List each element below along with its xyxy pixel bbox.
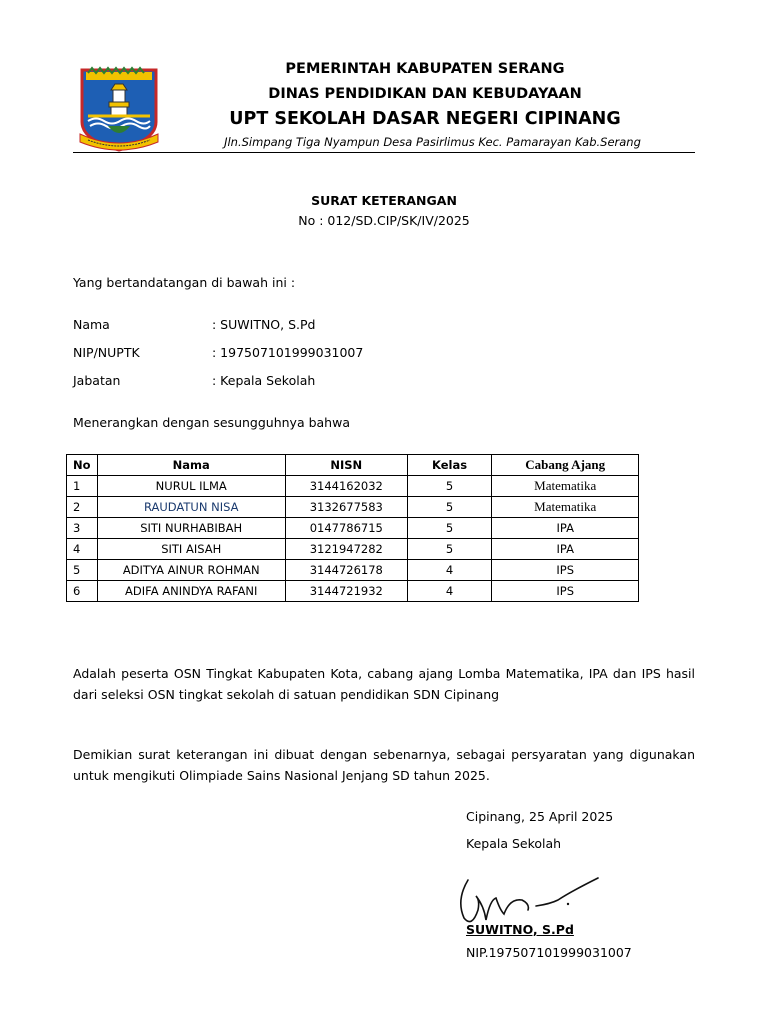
field-value-nama: : SUWITNO, S.Pd: [212, 317, 316, 332]
cell-cabang: Matematika: [492, 476, 639, 497]
intro-text: Yang bertandatangan di bawah ini :: [73, 275, 296, 290]
header-cabang-ajang: Cabang Ajang: [492, 455, 639, 476]
field-label-nama: Nama: [73, 317, 110, 332]
school-address: Jln.Simpang Tiga Nyampun Desa Pasirlimus Kec. Pamarayan Kab.Serang: [224, 135, 641, 149]
cell-no: 4: [67, 539, 98, 560]
cell-kelas: 5: [407, 518, 492, 539]
cell-nisn: 3144726178: [285, 560, 407, 581]
signer-position: Kepala Sekolah: [466, 836, 562, 851]
letter-number: No : 012/SD.CIP/SK/IV/2025: [298, 213, 470, 228]
cell-nama: SITI NURHABIBAH: [97, 518, 285, 539]
cell-no: 3: [67, 518, 98, 539]
cell-cabang: Matematika: [492, 497, 639, 518]
cell-no: 5: [67, 560, 98, 581]
signer-name: SUWITNO, S.Pd: [466, 922, 574, 937]
place-date: Cipinang, 25 April 2025: [466, 809, 614, 824]
cell-kelas: 5: [407, 539, 492, 560]
table-row: [67, 539, 639, 560]
statement-text: Menerangkan dengan sesungguhnya bahwa: [73, 415, 350, 430]
cell-nisn: 0147786715: [285, 518, 407, 539]
cell-nama: ADIFA ANINDYA RAFANI: [97, 581, 285, 602]
cell-kelas: 5: [407, 497, 492, 518]
field-value-nip: : 197507101999031007: [212, 345, 364, 360]
cell-nama: SITI AISAH: [97, 539, 285, 560]
table-row: [67, 518, 639, 539]
cell-nama: NURUL ILMA: [97, 476, 285, 497]
field-label-nip: NIP/NUPTK: [73, 345, 140, 360]
cell-no: 2: [67, 497, 98, 518]
cell-kelas: 4: [407, 560, 492, 581]
header-no: No: [67, 455, 98, 476]
cell-nisn: 3144162032: [285, 476, 407, 497]
cell-cabang: IPS: [492, 581, 639, 602]
cell-nisn: 3121947282: [285, 539, 407, 560]
department-title: DINAS PENDIDIKAN DAN KEBUDAYAAN: [268, 86, 582, 102]
students-table: [66, 454, 639, 602]
government-title: PEMERINTAH KABUPATEN SERANG: [285, 61, 565, 77]
cell-nisn: 3132677583: [285, 497, 407, 518]
cell-nama: RAUDATUN NISA: [97, 497, 285, 518]
field-label-jabatan: Jabatan: [73, 373, 121, 388]
signer-nip: NIP.197507101999031007: [466, 945, 632, 960]
header-nama: Nama: [97, 455, 285, 476]
table-row: [67, 581, 639, 602]
cell-cabang: IPS: [492, 560, 639, 581]
cell-no: 6: [67, 581, 98, 602]
table-row: [67, 476, 639, 497]
cell-nisn: 3144721932: [285, 581, 407, 602]
kabupaten-serang-emblem-icon: [78, 64, 160, 154]
cell-nama: ADITYA AINUR ROHMAN: [97, 560, 285, 581]
cell-cabang: IPA: [492, 518, 639, 539]
header-divider: [73, 152, 695, 153]
school-name: UPT SEKOLAH DASAR NEGERI CIPINANG: [229, 109, 621, 129]
cell-no: 1: [67, 476, 98, 497]
header-kelas: Kelas: [407, 455, 492, 476]
letter-title: SURAT KETERANGAN: [311, 193, 457, 208]
table-row: [67, 560, 639, 581]
cell-kelas: 4: [407, 581, 492, 602]
body-paragraph-1: Adalah peserta OSN Tingkat Kabupaten Kota, cabang ajang Lomba Matematika, IPA dan IPS hasil dari seleksi OSN tingkat sekolah di satuan pendidikan SDN Cipinang: [73, 666, 695, 702]
cell-kelas: 5: [407, 476, 492, 497]
cell-cabang: IPA: [492, 539, 639, 560]
table-row: [67, 497, 639, 518]
header-nisn: NISN: [285, 455, 407, 476]
body-paragraph-2: Demikian surat keterangan ini dibuat dengan sebenarnya, sebagai persyaratan yang digunakan untuk mengikuti Olimpiade Sains Nasional Jenjang SD tahun 2025.: [73, 747, 695, 783]
table-header-row: [67, 455, 639, 476]
field-value-jabatan: : Kepala Sekolah: [212, 373, 316, 388]
